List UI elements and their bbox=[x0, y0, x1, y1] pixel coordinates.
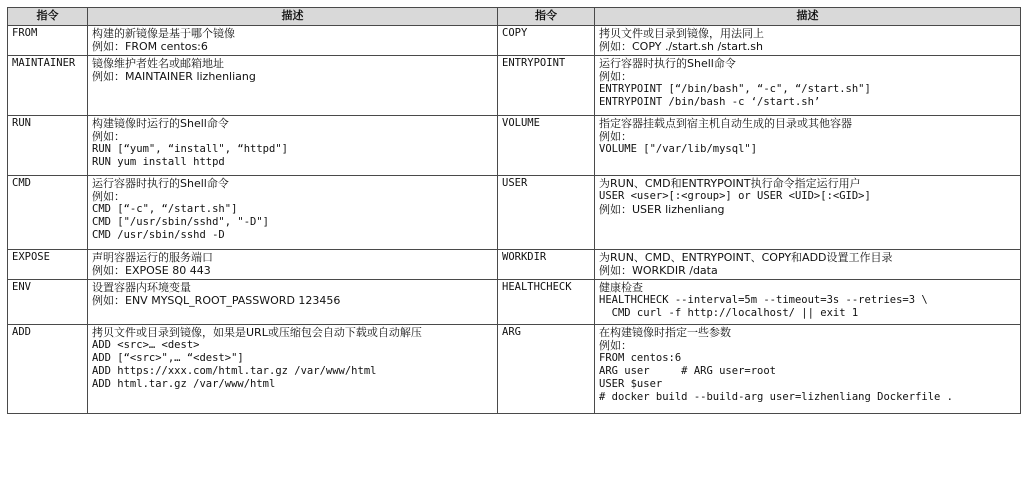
description-line: 例如： bbox=[92, 130, 125, 143]
description-line: 构建镜像时运行的Shell命令 bbox=[92, 117, 229, 130]
description-line: ADD html.tar.gz /var/www/html bbox=[92, 378, 276, 390]
description-line: 运行容器时执行的Shell命令 bbox=[599, 57, 736, 70]
description-line: 例如：COPY ./start.sh /start.sh bbox=[599, 40, 763, 53]
description-line: 指定容器挂载点到宿主机自动生成的目录或其他容器 bbox=[599, 117, 852, 130]
description-cell-left bbox=[88, 250, 498, 280]
description-cell-left bbox=[88, 26, 498, 56]
description-cell-right bbox=[595, 280, 1021, 325]
description-cell-left bbox=[88, 325, 498, 414]
description-line: FROM centos:6 bbox=[599, 352, 682, 364]
description-cell-left bbox=[88, 280, 498, 325]
header-description-right: 描述 bbox=[595, 8, 1021, 26]
dockerfile-instruction-table bbox=[7, 7, 1021, 414]
description-line: 为RUN、CMD和ENTRYPOINT执行命令指定运行用户 bbox=[599, 177, 861, 190]
table-row bbox=[8, 56, 1021, 116]
description-line: 例如： bbox=[599, 130, 632, 143]
description-line: 例如：ENV MYSQL_ROOT_PASSWORD 123456 bbox=[92, 294, 341, 307]
description-line: 健康检查 bbox=[599, 281, 643, 294]
instruction-cell-left: MAINTAINER bbox=[8, 56, 88, 116]
table-header bbox=[8, 8, 1021, 26]
description-cell-left bbox=[88, 56, 498, 116]
description-line: 例如：MAINTAINER lizhenliang bbox=[92, 70, 256, 83]
description-line: CMD [“-c", “/start.sh"] bbox=[92, 203, 238, 215]
description-line: 镜像维护者姓名或邮箱地址 bbox=[92, 57, 224, 70]
description-cell-right bbox=[595, 56, 1021, 116]
description-line: 拷贝文件或目录到镜像，如果是URL或压缩包会自动下载或自动解压 bbox=[92, 326, 422, 339]
description-line: 例如：EXPOSE 80 443 bbox=[92, 264, 211, 277]
description-cell-right bbox=[595, 176, 1021, 250]
instruction-cell-left: ENV bbox=[8, 280, 88, 325]
instruction-cell-right: HEALTHCHECK bbox=[498, 280, 595, 325]
instruction-cell-left: EXPOSE bbox=[8, 250, 88, 280]
instruction-cell-right: ENTRYPOINT bbox=[498, 56, 595, 116]
description-line: 例如：FROM centos:6 bbox=[92, 40, 208, 53]
instruction-cell-right: COPY bbox=[498, 26, 595, 56]
description-cell-right bbox=[595, 325, 1021, 414]
table-row bbox=[8, 250, 1021, 280]
description-line: 例如：WORKDIR /data bbox=[599, 264, 718, 277]
description-line: 运行容器时执行的Shell命令 bbox=[92, 177, 229, 190]
instruction-cell-left: FROM bbox=[8, 26, 88, 56]
description-line: RUN [“yum", “install", “httpd"] bbox=[92, 143, 288, 155]
description-line: 例如：USER lizhenliang bbox=[599, 203, 725, 216]
description-line: 为RUN、CMD、ENTRYPOINT、COPY和ADD设置工作目录 bbox=[599, 251, 893, 264]
description-line: ENTRYPOINT [“/bin/bash", “-c", “/start.sh"] bbox=[599, 83, 871, 95]
header-row bbox=[8, 8, 1021, 26]
description-line: 例如： bbox=[599, 70, 632, 83]
header-description-left: 描述 bbox=[88, 8, 498, 26]
instruction-cell-left: RUN bbox=[8, 116, 88, 176]
instruction-cell-left: CMD bbox=[8, 176, 88, 250]
table-row bbox=[8, 116, 1021, 176]
instruction-cell-right: WORKDIR bbox=[498, 250, 595, 280]
description-line: USER $user bbox=[599, 378, 663, 390]
description-line: VOLUME ["/var/lib/mysql"] bbox=[599, 143, 758, 155]
table-row bbox=[8, 280, 1021, 325]
instruction-cell-right: VOLUME bbox=[498, 116, 595, 176]
description-line: ENTRYPOINT /bin/bash -c ‘/start.sh’ bbox=[599, 96, 821, 108]
description-line: CMD /usr/sbin/sshd -D bbox=[92, 229, 225, 241]
description-line: 在构建镜像时指定一些参数 bbox=[599, 326, 731, 339]
description-line: ADD https://xxx.com/html.tar.gz /var/www/html bbox=[92, 365, 377, 377]
description-line: 构建的新镜像是基于哪个镜像 bbox=[92, 27, 235, 40]
description-line: 拷贝文件或目录到镜像，用法同上 bbox=[599, 27, 764, 40]
description-cell-right bbox=[595, 116, 1021, 176]
description-line: 设置容器内环境变量 bbox=[92, 281, 191, 294]
table-row bbox=[8, 26, 1021, 56]
description-cell-right bbox=[595, 26, 1021, 56]
instruction-cell-left: ADD bbox=[8, 325, 88, 414]
header-instruction-left: 指令 bbox=[8, 8, 88, 26]
description-cell-left bbox=[88, 116, 498, 176]
description-line: CMD curl -f http://localhost/ || exit 1 bbox=[599, 307, 859, 319]
description-line: ARG user # ARG user=root bbox=[599, 365, 777, 377]
table-row bbox=[8, 325, 1021, 414]
description-line: # docker build --build-arg user=lizhenliang Dockerfile . bbox=[599, 391, 954, 403]
header-instruction-right: 指令 bbox=[498, 8, 595, 26]
table-body bbox=[8, 26, 1021, 414]
description-line: CMD ["/usr/sbin/sshd", "-D"] bbox=[92, 216, 270, 228]
description-cell-left bbox=[88, 176, 498, 250]
instruction-cell-right: ARG bbox=[498, 325, 595, 414]
description-line: ADD <src>… <dest> bbox=[92, 339, 200, 351]
description-line: 例如： bbox=[599, 339, 632, 352]
description-line: RUN yum install httpd bbox=[92, 156, 225, 168]
description-cell-right bbox=[595, 250, 1021, 280]
description-line: ADD [“<src>",… “<dest>"] bbox=[92, 352, 244, 364]
instruction-cell-right: USER bbox=[498, 176, 595, 250]
description-line: 声明容器运行的服务端口 bbox=[92, 251, 213, 264]
table-row bbox=[8, 176, 1021, 250]
description-line: 例如： bbox=[92, 190, 125, 203]
description-line: USER <user>[:<group>] or USER <UID>[:<GID>] bbox=[599, 190, 871, 202]
description-line: HEALTHCHECK --interval=5m --timeout=3s --retries=3 \ bbox=[599, 294, 928, 306]
